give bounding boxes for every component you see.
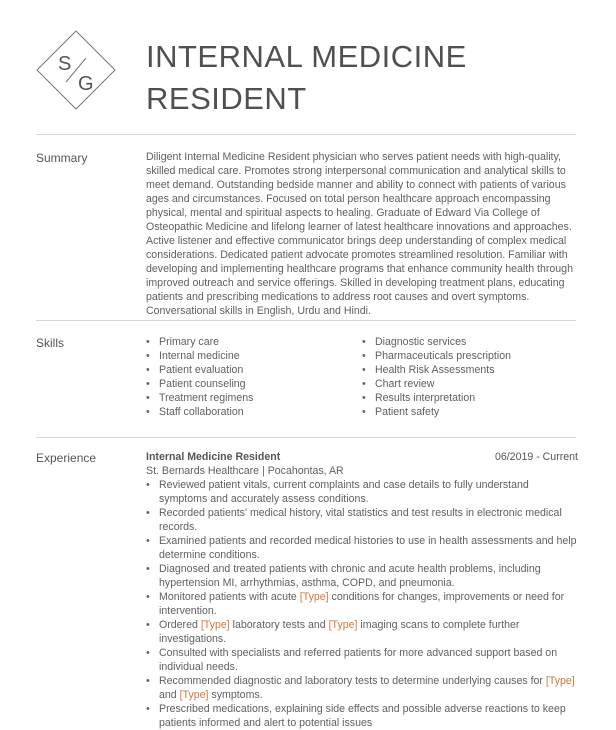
bullet-text: Prescribed medications, explaining side effects and possible adverse reactions to keep patients informed and alert to potential issues: [159, 703, 566, 729]
bullet-text: Recommended diagnostic and laboratory tests to determine underlying causes for: [159, 675, 546, 687]
resume-title: INTERNAL MEDICINE RESIDENT: [146, 39, 467, 116]
skill-item: • Primary care: [146, 335, 362, 349]
initial-1: S: [58, 53, 72, 75]
job-bullet: [146, 506, 578, 534]
bullet-text: Diagnosed and treated patients with chronic and acute health problems, including hypertension MI, arrhythmias, asthma, COPD, and pneumonia.: [159, 563, 541, 589]
job-bullet: [146, 702, 578, 730]
bullet-text: imaging scans to complete further investigations.: [159, 619, 520, 645]
placeholder-text: [Type]: [179, 689, 209, 701]
skill-item: • Pharmaceuticals prescription: [362, 349, 578, 363]
placeholder-text: [Type]: [299, 591, 329, 603]
job-bullet: [146, 618, 578, 646]
skill-item: • Chart review: [362, 377, 578, 391]
bullet-text: symptoms.: [208, 689, 263, 701]
job-bullet: [146, 562, 578, 590]
summary-heading: Summary: [36, 151, 88, 165]
bullet-text: Monitored patients with acute: [159, 591, 300, 603]
placeholder-text: [Type]: [200, 619, 230, 631]
skill-item: • Health Risk Assessments: [362, 363, 578, 377]
skill-item: • Treatment regimens: [146, 391, 362, 405]
divider: [36, 134, 576, 135]
divider: [36, 437, 576, 438]
job-bullets: [146, 478, 578, 730]
skills-column-2: [362, 335, 578, 419]
job-bullet: [146, 590, 578, 618]
bullet-text: Examined patients and recorded medical histories to use in health assessments and help determine conditions.: [159, 535, 577, 561]
skills-heading: Skills: [36, 336, 65, 350]
initial-2: G: [78, 73, 94, 95]
skill-item: • Results interpretation: [362, 391, 578, 405]
placeholder-text: [Type]: [328, 619, 358, 631]
job-title: Internal Medicine Resident: [146, 451, 281, 463]
job-bullet: [146, 534, 578, 562]
job-bullet: [146, 478, 578, 506]
skill-item: • Diagnostic services: [362, 335, 578, 349]
bullet-text: conditions for changes, improvements or need for intervention.: [159, 591, 565, 617]
bullet-text: Consulted with specialists and referred patients for more advanced support based on individual needs.: [159, 647, 558, 673]
skill-item: • Patient counseling: [146, 377, 362, 391]
job-bullet: [146, 674, 578, 702]
skill-item: • Patient evaluation: [146, 363, 362, 377]
bullet-text: Ordered: [159, 619, 201, 631]
divider: [36, 320, 576, 321]
job-dates: 06/2019 - Current: [494, 451, 578, 463]
job-bullet: [146, 646, 578, 674]
experience-heading: Experience: [36, 451, 97, 465]
bullet-text: laboratory tests and: [229, 619, 329, 631]
bullet-text: Recorded patients' medical history, vital statistics and test results in electronic medical records.: [159, 507, 562, 533]
skills-list: [146, 335, 578, 419]
summary-text: Diligent Internal Medicine Resident physician who serves patient needs with high-quality, skilled medical care. Promotes strong interpersonal communication and analytical skills to meet demand. Outstanding bedside manner and ability to connect with patients of various ages and circumstances. Focused on total person healthcare approach encompassing physical, mental and spiritual aspects to healing. Graduate of Edward Via College of Osteopathic Medicine and lifelong learner of latest healthcare innovations and approaches. Active listener and effective communicator brings deep understanding of complex medical considerations. Dedicated patient advocate promotes streamlined resolution. Familiar with developing and implementing healthcare programs that enhance community health through improved outreach and service offerings. Skilled in developing treatment plans, educating patients and prescribing medications to address root causes and overt symptoms. Conversational skills in English, Urdu and Hindi.: [146, 151, 573, 317]
job-entry: [146, 450, 578, 730]
placeholder-text: [Type]: [545, 675, 575, 687]
monogram-logo: [36, 30, 116, 110]
skill-item: • Internal medicine: [146, 349, 362, 363]
skill-item: • Patient safety: [362, 405, 578, 419]
bullet-text: and: [159, 689, 180, 701]
bullet-text: Reviewed patient vitals, current complaints and case details to fully understand symptoms and accurately assess conditions.: [159, 479, 529, 505]
skill-item: • Staff collaboration: [146, 405, 362, 419]
skills-column-1: [146, 335, 362, 419]
job-company: St. Bernards Healthcare | Pocahontas, AR: [146, 465, 344, 477]
